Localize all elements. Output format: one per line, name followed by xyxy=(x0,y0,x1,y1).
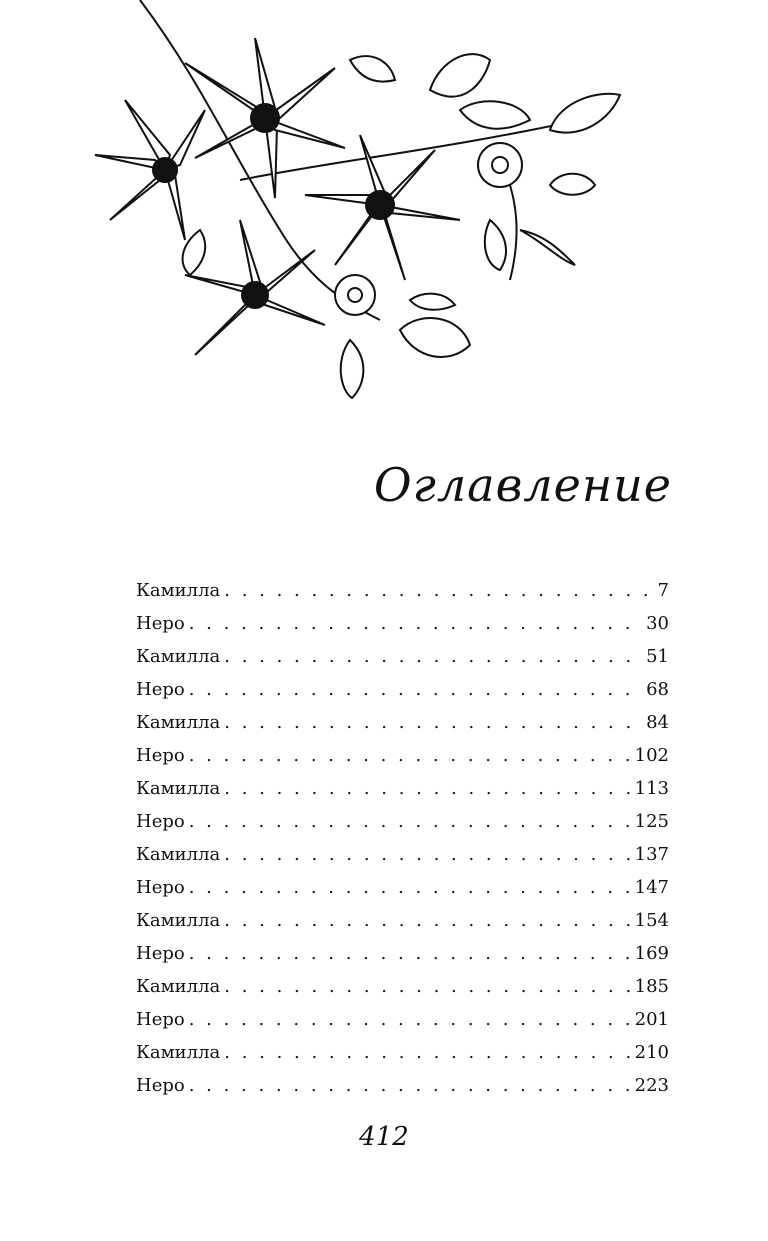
toc-leader-dots xyxy=(189,1003,631,1036)
table-of-contents xyxy=(136,574,669,1102)
toc-entry-label: Камилла xyxy=(136,712,221,733)
toc-entry[interactable] xyxy=(136,640,669,673)
toc-entry[interactable] xyxy=(136,772,669,805)
toc-entry-label: Неро xyxy=(136,613,185,634)
toc-entry[interactable] xyxy=(136,970,669,1003)
toc-leader-dots xyxy=(224,970,630,1003)
toc-entry-page: 223 xyxy=(634,1075,669,1096)
toc-entry[interactable] xyxy=(136,805,669,838)
toc-entry-page: 30 xyxy=(646,613,669,634)
toc-entry-label: Неро xyxy=(136,679,185,700)
toc-entry-label: Неро xyxy=(136,811,185,832)
toc-entry[interactable] xyxy=(136,673,669,706)
toc-entry-page: 137 xyxy=(634,844,669,865)
toc-entry[interactable] xyxy=(136,739,669,772)
toc-entry[interactable] xyxy=(136,574,669,607)
page-number: 412 xyxy=(359,1122,409,1152)
toc-entry-label: Камилла xyxy=(136,1042,221,1063)
toc-entry-page: 102 xyxy=(634,745,669,766)
toc-leader-dots xyxy=(224,772,630,805)
toc-entry-label: Камилла xyxy=(136,844,221,865)
toc-leader-dots xyxy=(224,838,630,871)
toc-entry-label: Неро xyxy=(136,877,185,898)
toc-leader-dots xyxy=(224,640,642,673)
toc-entry-page: 147 xyxy=(634,877,669,898)
toc-entry-label: Камилла xyxy=(136,580,221,601)
toc-leader-dots xyxy=(189,739,631,772)
toc-entry-page: 201 xyxy=(634,1009,669,1030)
toc-entry-page: 84 xyxy=(646,712,669,733)
toc-entry[interactable] xyxy=(136,706,669,739)
toc-leader-dots xyxy=(224,706,642,739)
toc-leader-dots xyxy=(189,607,642,640)
toc-entry-label: Камилла xyxy=(136,778,221,799)
toc-entry-page: 154 xyxy=(634,910,669,931)
toc-entry-page: 68 xyxy=(646,679,669,700)
toc-leader-dots xyxy=(224,574,653,607)
toc-entry[interactable] xyxy=(136,1003,669,1036)
toc-entry[interactable] xyxy=(136,1069,669,1102)
toc-entry-page: 51 xyxy=(646,646,669,667)
toc-entry-page: 210 xyxy=(634,1042,669,1063)
toc-entry[interactable] xyxy=(136,904,669,937)
toc-entry-label: Камилла xyxy=(136,646,221,667)
toc-entry-page: 113 xyxy=(634,778,669,799)
toc-entry-label: Неро xyxy=(136,1009,185,1030)
toc-leader-dots xyxy=(189,805,631,838)
page-title: Оглавление xyxy=(373,458,672,512)
toc-entry-page: 125 xyxy=(634,811,669,832)
toc-leader-dots xyxy=(189,673,642,706)
toc-leader-dots xyxy=(189,871,631,904)
toc-entry[interactable] xyxy=(136,937,669,970)
toc-entry-label: Неро xyxy=(136,745,185,766)
toc-entry-label: Камилла xyxy=(136,976,221,997)
toc-entry-label: Неро xyxy=(136,943,185,964)
toc-leader-dots xyxy=(189,1069,631,1102)
toc-entry[interactable] xyxy=(136,838,669,871)
toc-entry-page: 7 xyxy=(657,580,669,601)
toc-entry-label: Неро xyxy=(136,1075,185,1096)
clematis-flowers-illustration xyxy=(80,0,680,420)
toc-entry[interactable] xyxy=(136,607,669,640)
toc-leader-dots xyxy=(224,904,630,937)
toc-entry-page: 185 xyxy=(634,976,669,997)
toc-leader-dots xyxy=(224,1036,630,1069)
toc-entry-label: Камилла xyxy=(136,910,221,931)
toc-entry[interactable] xyxy=(136,1036,669,1069)
toc-leader-dots xyxy=(189,937,631,970)
toc-entry[interactable] xyxy=(136,871,669,904)
toc-entry-page: 169 xyxy=(634,943,669,964)
